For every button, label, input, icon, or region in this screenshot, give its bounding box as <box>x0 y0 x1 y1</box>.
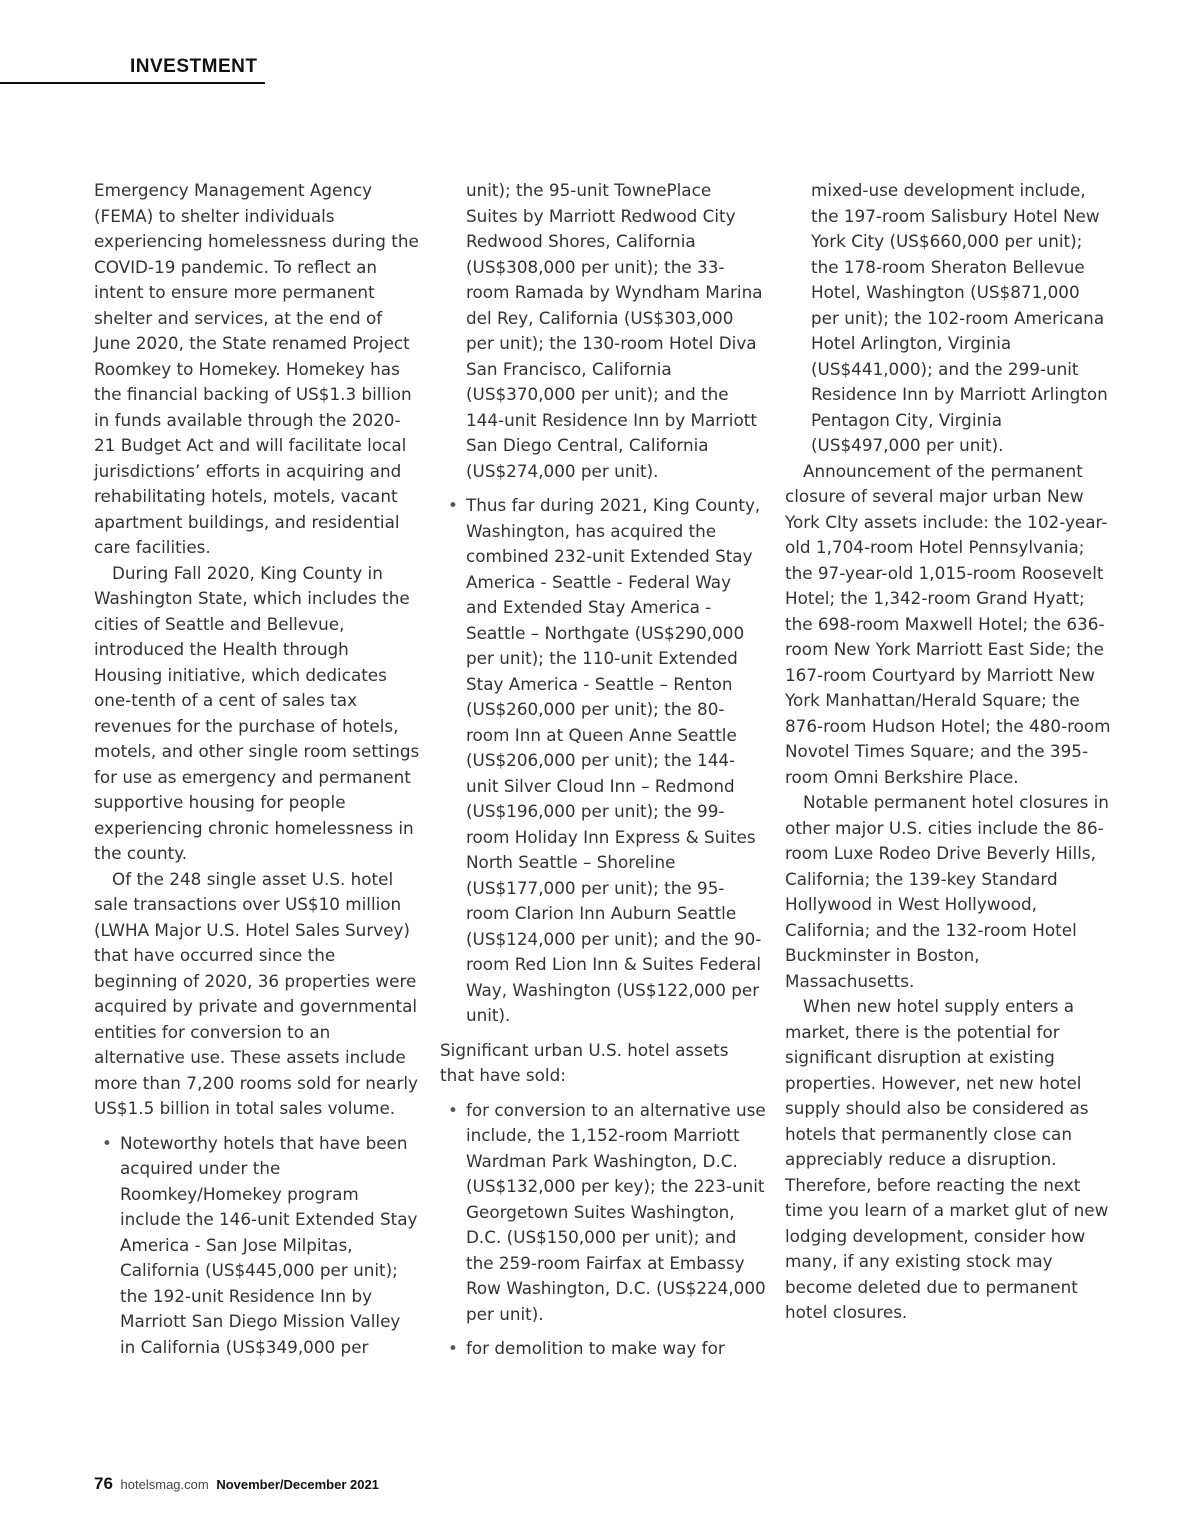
bullet-list <box>94 1131 420 1361</box>
paragraph: When new hotel supply enters a market, there is the potential for significant disruption at existing properties. However, net new hotel supply should also be considered as hotels that permanently close can appreciably reduce a disruption. Therefore, before reacting the next time you learn of a market glut of new lodging development, consider how many, if any existing stock may become deleted due to permanent hotel closures. <box>785 996 1109 1322</box>
bullet-list <box>785 178 1111 459</box>
paragraph: Notable permanent hotel closures in other major U.S. cities include the 86-room Luxe Rodeo Drive Beverly Hills, California; the 139-key Standard Hollywood in West Hollywood, California; and the 132-room Hotel Buckminster in Boston, Massachusetts. <box>785 792 1109 991</box>
site-link[interactable]: hotelsmag.com <box>120 1477 209 1492</box>
bullet-item: • Noteworthy hotels that have been acquired under the Roomkey/Homekey program include the 146-unit Extended Stay America - San Jose Milpitas, California (US$445,000 per unit); the 192-unit Residence Inn by Marriott San Diego Mission Valley in California (US$349,000 per <box>94 1131 420 1361</box>
paragraph: Emergency Management Agency (FEMA) to shelter individuals experiencing homelessness during the COVID-19 pandemic. To reflect an intent to ensure more permanent shelter and services, at the end of June 2020, the State renamed Project Roomkey to Homekey. Homekey has the financial backing of US$1.3 billion in funds available through the 2020-21 Budget Act and will facilitate local jurisdictions’ efforts in acquiring and rehabilitating hotels, motels, vacant apartment buildings, and residential care facilities. <box>94 180 419 557</box>
paragraph: Significant urban U.S. hotel assets that have sold: <box>440 1039 729 1085</box>
bullet-list <box>440 178 766 1029</box>
issue-date: November/December 2021 <box>216 1477 379 1492</box>
page-number: 76 <box>94 1474 113 1493</box>
paragraph: Announcement of the permanent closure of several major urban New York CIty assets include: the 102-year-old 1,704-room Hotel Pennsylvania; the 97-year-old 1,015-room Roosevelt Hotel; the 1,342-room Grand Hyatt; the 698-room Maxwell Hotel; the 636-room New York Marriott East Side; the 167-room Courtyard by Marriott New York Manhattan/Herald Square; the 876-room Hudson Hotel; the 480-room Novotel Times Square; and the 395-room Omni Berkshire Place. <box>785 460 1111 787</box>
bullet-item-continued: mixed-use development include, the 197-room Salisbury Hotel New York City (US$660,000 per unit); the 178-room Sheraton Bellevue Hotel, Washington (US$871,000 per unit); the 102-room Americana Hotel Arlington, Virginia (US$441,000); and the 299-unit Residence Inn by Marriott Arlington Pentagon City, Virginia (US$497,000 per unit). <box>811 180 1108 455</box>
bullet-list <box>440 1098 766 1362</box>
paragraph: During Fall 2020, King County in Washington State, which includes the cities of Seattle and Bellevue, introduced the Health through Housing initiative, which dedicates one-tenth of a cent of sales tax revenues for the purchase of hotels, motels, and other single room settings for use as emergency and permanent supportive housing for people experiencing chronic homelessness in the county. <box>94 562 420 863</box>
page-footer <box>94 1474 379 1494</box>
bullet-item: • Thus far during 2021, King County, Washington, has acquired the combined 232-unit Extended Stay America - Seattle - Federal Way and Extended Stay America - Seattle – Northgate (US$290,000 per unit); the 110-unit Extended Stay America - Seattle – Renton (US$260,000 per unit); the 80-room Inn at Queen Anne Seattle (US$206,000 per unit); the 144-unit Silver Cloud Inn – Redmond (US$196,000 per unit); the 99-room Holiday Inn Express & Suites North Seattle – Shoreline (US$177,000 per unit); the 95-room Clarion Inn Auburn Seattle (US$124,000 per unit); and the 90-room Red Lion Inn & Suites Federal Way, Washington (US$122,000 per unit). <box>440 493 766 1029</box>
column-3 <box>785 178 1111 1326</box>
paragraph: Of the 248 single asset U.S. hotel sale transactions over US$10 million (LWHA Major U.S. Hotel Sales Survey) that have occurred since the beginning of 2020, 36 properties were acquired by private and governmental entities for conversion to an alternative use. These assets include more than 7,200 rooms sold for nearly US$1.5 billion in total sales volume. <box>94 868 418 1118</box>
bullet-item: • for conversion to an alternative use include, the 1,152-room Marriott Wardman Park Washington, D.C. (US$132,000 per key); the 223-unit Georgetown Suites Washington, D.C. (US$150,000 per unit); and the 259-room Fairfax at Embassy Row Washington, D.C. (US$224,000 per unit). <box>440 1098 766 1328</box>
section-title: INVESTMENT <box>130 56 258 77</box>
bullet-item: • for demolition to make way for <box>440 1336 766 1362</box>
column-2 <box>440 178 766 1362</box>
column-1 <box>94 178 420 1360</box>
bullet-item-continued: unit); the 95-unit TownePlace Suites by Marriott Redwood City Redwood Shores, California (US$308,000 per unit); the 33-room Ramada by Wyndham Marina del Rey, California (US$303,000 per unit); the 130-room Hotel Diva San Francisco, California (US$370,000 per unit); and the 144-unit Residence Inn by Marriott San Diego Central, California (US$274,000 per unit). <box>466 180 763 481</box>
header-rule <box>0 82 265 84</box>
